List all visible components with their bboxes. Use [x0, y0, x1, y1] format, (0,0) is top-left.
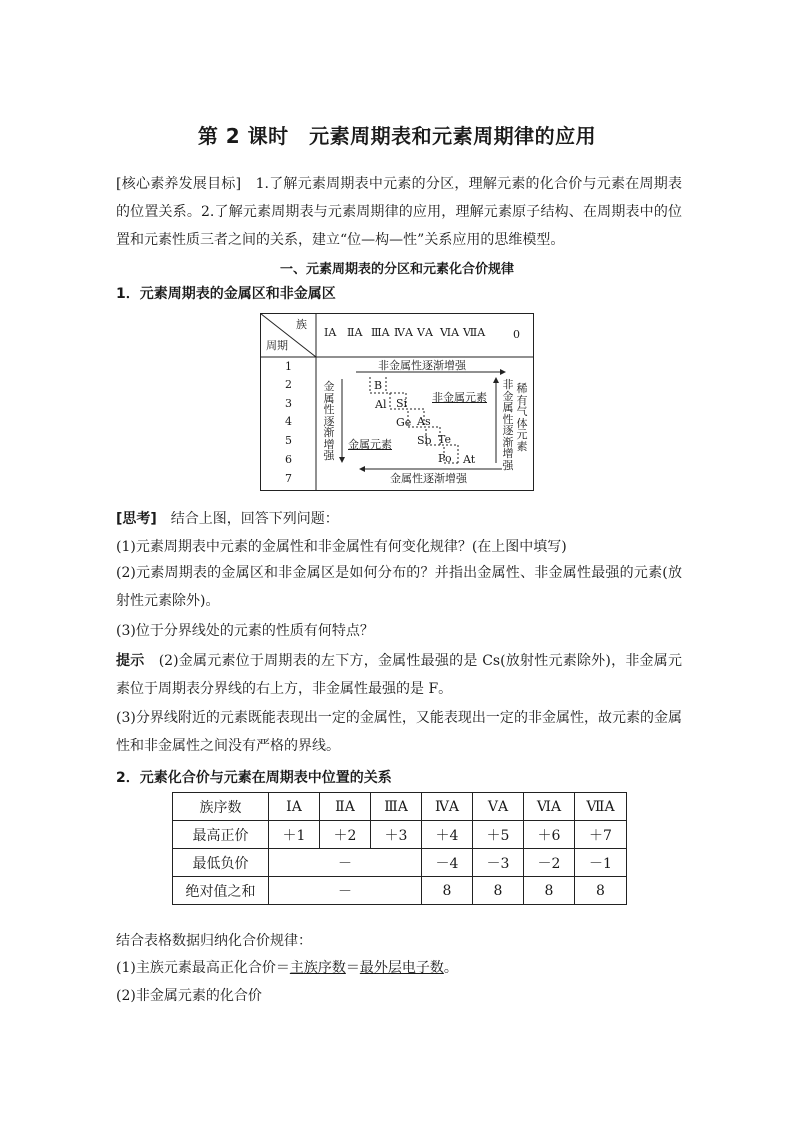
hint-label: 提示: [116, 653, 145, 669]
element-si: Si: [396, 397, 408, 410]
subsection-2-heading: 2．元素化合价与元素在周期表中位置的关系: [116, 770, 392, 786]
group-7a: ⅦA: [463, 326, 486, 339]
summary-intro: 结合表格数据归纳化合价规律：: [116, 933, 312, 949]
rule-1-answer-b: 最外层电子数: [359, 960, 444, 976]
group-cell: ⅡA: [320, 793, 371, 821]
subsection-1-heading: 1．元素周期表的金属区和非金属区: [116, 286, 336, 302]
element-at: At: [463, 453, 476, 466]
hint-answer-3: (3)分界线附近的元素既能表现出一定的金属性，又能表现出一定的非金属性，故元素的金属性和非金属性之间没有严格的界线。: [116, 710, 682, 754]
rule-1-equals: ＝: [345, 960, 360, 976]
question-1: (1)元素周期表中元素的金属性和非金属性有何变化规律？(在上图中填写): [116, 539, 567, 555]
objectives-label: [核心素养发展目标]: [116, 176, 242, 192]
think-label: [思考]: [116, 511, 157, 527]
group-1a: ⅠA: [324, 326, 337, 339]
max-cell: ＋6: [524, 821, 575, 849]
group-cell: ⅦA: [575, 793, 627, 821]
min-cell: －3: [473, 849, 524, 877]
period-2: 2: [285, 378, 292, 391]
hint-answer-2: (2)金属元素位于周期表的左下方，金属性最强的是 Cs(放射性元素除外)，非金属元素位于周期表分界线的右上方，非金属性最强的是 F。: [116, 653, 683, 697]
rule-1: [116, 957, 458, 977]
rule-1-end: 。: [443, 960, 458, 976]
rule-1-prefix: (1)主族元素最高正化合价＝: [116, 960, 290, 976]
min-merged-cell: －: [269, 849, 422, 877]
objectives-paragraph: [116, 170, 682, 254]
think-intro-line: [116, 508, 339, 528]
table-row: [173, 877, 627, 905]
group-4a: ⅣA: [394, 326, 413, 339]
sum-cell: 8: [473, 877, 524, 905]
min-cell: －4: [422, 849, 473, 877]
valence-table: [172, 792, 627, 905]
left-vertical-label: 金属性逐渐增强: [323, 380, 335, 462]
right-vertical-label: 非金属性逐渐增强: [502, 378, 514, 472]
objectives-text: 1.了解元素周期表中元素的分区，理解元素的化合价与元素在周期表的位置关系。2.了解元素周期表与元素周期律的应用，理解元素原子结构、在周期表中的位置和元素性质三者之间的关系，建立“位—构—性”关系应用的思维模型。: [116, 176, 682, 248]
period-6: 6: [285, 453, 292, 466]
periodic-region-diagram: [260, 313, 534, 491]
min-cell: －1: [575, 849, 627, 877]
period-1: 1: [285, 360, 292, 373]
group-5a: ⅤA: [417, 326, 433, 339]
group-cell: ⅣA: [422, 793, 473, 821]
table-row: [173, 793, 627, 821]
table-row: [173, 849, 627, 877]
max-cell: ＋7: [575, 821, 627, 849]
group-cell: ⅠA: [269, 793, 320, 821]
max-cell: ＋4: [422, 821, 473, 849]
row-header-min: 最低负价: [173, 849, 269, 877]
min-cell: －2: [524, 849, 575, 877]
period-3: 3: [285, 397, 292, 410]
element-te: Te: [438, 433, 451, 446]
header-period-label: 周期: [266, 339, 288, 352]
sum-cell: 8: [575, 877, 627, 905]
group-cell: ⅥA: [524, 793, 575, 821]
section-heading: 一、元素周期表的分区和元素化合价规律: [279, 262, 514, 277]
nonmetal-region-label: 非金属元素: [432, 391, 487, 404]
page-title: 第 2 课时 元素周期表和元素周期律的应用: [197, 124, 597, 148]
element-as: As: [417, 415, 431, 428]
group-3a: ⅢA: [371, 326, 390, 339]
table-row: [173, 821, 627, 849]
hint-paragraph-2: [116, 647, 682, 703]
noble-gas-label: 稀有气体元素: [516, 382, 528, 453]
element-ge: Ge: [396, 416, 412, 429]
group-6a: ⅥA: [440, 326, 460, 339]
max-cell: ＋1: [269, 821, 320, 849]
sum-cell: 8: [524, 877, 575, 905]
row-header-sum: 绝对值之和: [173, 877, 269, 905]
rule-1-answer-a: 主族序数: [289, 960, 346, 976]
element-b: B: [374, 379, 383, 392]
group-2a: ⅡA: [347, 326, 363, 339]
period-5: 5: [285, 434, 292, 447]
period-4: 4: [285, 415, 292, 428]
metal-region-label: 金属元素: [348, 438, 392, 451]
sum-merged-cell: －: [269, 877, 422, 905]
think-intro: 结合上图，回答下列问题：: [156, 511, 339, 527]
row-header-group: 族序数: [173, 793, 269, 821]
max-cell: ＋5: [473, 821, 524, 849]
max-cell: ＋3: [371, 821, 422, 849]
top-arrow-label: 非金属性逐渐增强: [378, 359, 466, 372]
header-group-label: 族: [296, 318, 307, 331]
group-cell: ⅢA: [371, 793, 422, 821]
element-po: Po: [438, 452, 452, 465]
question-3: (3)位于分界线处的元素的性质有何特点？: [116, 623, 374, 639]
group-cell: ⅤA: [473, 793, 524, 821]
bottom-arrow-label: 金属性逐渐增强: [390, 472, 467, 485]
question-2: (2)元素周期表的金属区和非金属区是如何分布的？并指出金属性、非金属性最强的元素(放射性元素除外)。: [116, 565, 682, 609]
group-0: 0: [513, 328, 520, 341]
sum-cell: 8: [422, 877, 473, 905]
element-sb: Sb: [417, 434, 432, 447]
element-al: Al: [375, 398, 387, 411]
rule-2: (2)非金属元素的化合价: [116, 988, 262, 1004]
max-cell: ＋2: [320, 821, 371, 849]
period-7: 7: [285, 472, 292, 485]
row-header-max: 最高正价: [173, 821, 269, 849]
